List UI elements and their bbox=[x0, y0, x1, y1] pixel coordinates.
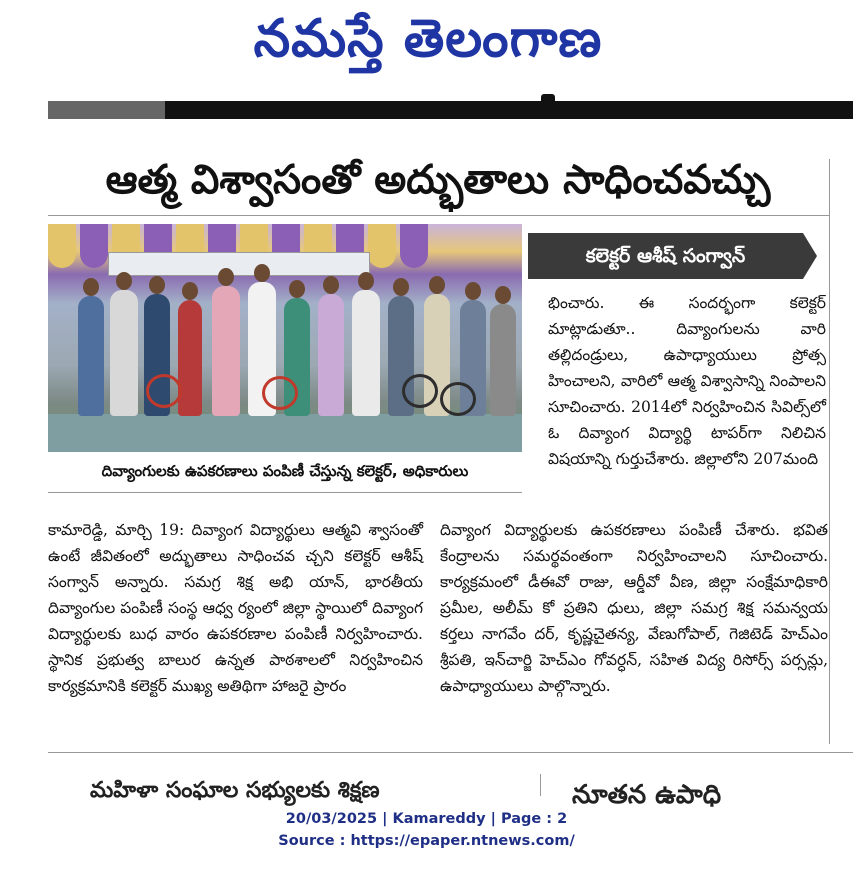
person-head bbox=[182, 282, 198, 300]
article-photo bbox=[48, 224, 522, 452]
next-article-headline-right: నూతన ఉపాధి bbox=[572, 780, 722, 810]
column-divider-right bbox=[829, 159, 830, 744]
photo-caption: దివ్యాంగులకు ఉపకరణాలు పంపిణీ చేస్తున్న కలెక్టర్, అధికారులు bbox=[101, 462, 469, 480]
person-figure bbox=[78, 296, 104, 416]
person-head bbox=[465, 282, 481, 300]
person-head bbox=[323, 276, 339, 294]
wheelchair bbox=[146, 374, 182, 408]
person-figure bbox=[352, 290, 380, 416]
wheelchair bbox=[262, 376, 298, 410]
article-bottom-divider bbox=[48, 752, 853, 753]
person-head bbox=[218, 268, 234, 286]
wheelchair bbox=[402, 374, 438, 408]
person-figure bbox=[212, 286, 240, 416]
person-figure bbox=[110, 290, 138, 416]
article-paragraph: భించారు. ఈ సందర్భంగా కలెక్టర్ మాట్లాడుతూ.. దివ్యాంగులను వారి తల్లిదండ్రులు, ఉపాధ్యాయులు ప్రోత్స హించాలని, వారిలో ఆత్మ విశ్వాసాన్ని నింపాలని సూచించారు. 2014లో నిర్వహించిన సివిల్స్‌లో ఓ దివ్యాంగ విద్యార్థి టాపర్‌గా నిలిచిన విషయాన్ని గుర్తుచేశారు. జిల్లాలోని 207మంది bbox=[548, 294, 826, 468]
masthead bbox=[0, 0, 853, 95]
wheelchair bbox=[440, 382, 476, 416]
person-figure bbox=[178, 300, 202, 416]
person-head bbox=[495, 286, 511, 304]
decor-drape bbox=[368, 224, 396, 268]
article-headline: ఆత్మ విశ్వాసంతో అద్భుతాలు సాధించవచ్చు bbox=[105, 157, 771, 203]
article-paragraph: దివ్యాంగ విద్యార్థులకు ఉపకరణాలు పంపిణీ చేశారు. భవిత కేంద్రాలను సమర్థవంతంగా నిర్వహించాలని సూచించారు. కార్యక్రమంలో డీఈవో రాజు, ఆర్డీవో వీణ, జిల్లా సంక్షేమాధికారి ప్రమీల, అలీమ్ కో ప్రతిని ధులు, జిల్లా సమగ్ర శిక్ష సమన్వయ కర్తలు నాగవేం దర్, కృష్ణచైతన్య, వేణుగోపాల్, గెజిటెడ్ హెచ్ఎం శ్రీపతి, ఇన్‌చార్జి హెచ్ఎం గోవర్ధన్, సహిత విద్య రిసోర్స్ పర్సన్లు, ఉపాధ్యాయులు పాల్గొన్నారు. bbox=[440, 521, 828, 695]
person-figure bbox=[490, 304, 516, 416]
person-head bbox=[149, 276, 165, 294]
masthead-bar-notch bbox=[541, 94, 555, 104]
decor-drape bbox=[80, 224, 108, 268]
person-head bbox=[83, 278, 99, 296]
byline-box: కలెక్టర్ ఆశీష్ సంగ్వాన్ bbox=[528, 233, 803, 279]
bottom-column-divider bbox=[540, 774, 541, 796]
person-head bbox=[358, 272, 374, 290]
person-figure bbox=[318, 294, 344, 416]
masthead-bar-right bbox=[165, 101, 853, 119]
next-article-headline-left: మహిళా సంఘాల సభ్యులకు శిక్షణ bbox=[90, 778, 380, 803]
page-footer bbox=[0, 808, 853, 852]
caption-divider bbox=[48, 492, 522, 493]
footer-source: Source : https://epaper.ntnews.com/ bbox=[278, 833, 575, 849]
person-head bbox=[116, 272, 132, 290]
person-head bbox=[393, 278, 409, 296]
person-head bbox=[254, 264, 270, 282]
person-head bbox=[289, 280, 305, 298]
article-column-middle bbox=[440, 517, 828, 699]
decor-drape bbox=[400, 224, 428, 268]
article-column-left bbox=[48, 517, 423, 699]
event-banner bbox=[108, 252, 370, 276]
footer-date-edition: 20/03/2025 | Kamareddy | Page : 2 bbox=[285, 811, 568, 827]
article-paragraph: కామారెడ్డి, మార్చి 19: దివ్యాంగ విద్యార్థులు ఆత్మవి శ్వాసంతో ఉంటే జీవితంలో అద్భుతాలు సాధించవ చ్చని కలెక్టర్ ఆశీష్ సంగ్వాన్ అన్నారు. సమగ్ర శిక్ష అభి యాన్, భారతీయ దివ్యాంగుల పంపిణీ సంస్థ ఆధ్వ ర్యంలో జిల్లా స్థాయిలో దివ్యాంగ విద్యార్థులకు బుధ వారం ఉపకరణాల పంపిణీ నిర్వహించారు. స్థానిక ప్రభుత్వ బాలుర ఉన్నత పాఠశాలలో నిర్వహించిన కార్యక్రమానికి కలెక్టర్ ముఖ్య అతిథిగా హాజరై ప్రారం bbox=[48, 521, 423, 695]
photo-ground bbox=[48, 414, 522, 452]
article-column-right bbox=[548, 290, 826, 472]
person-head bbox=[429, 276, 445, 294]
decor-drape bbox=[48, 224, 76, 268]
masthead-title: నమస్తే తెలంగాణ bbox=[253, 8, 603, 69]
headline-divider bbox=[48, 215, 829, 216]
